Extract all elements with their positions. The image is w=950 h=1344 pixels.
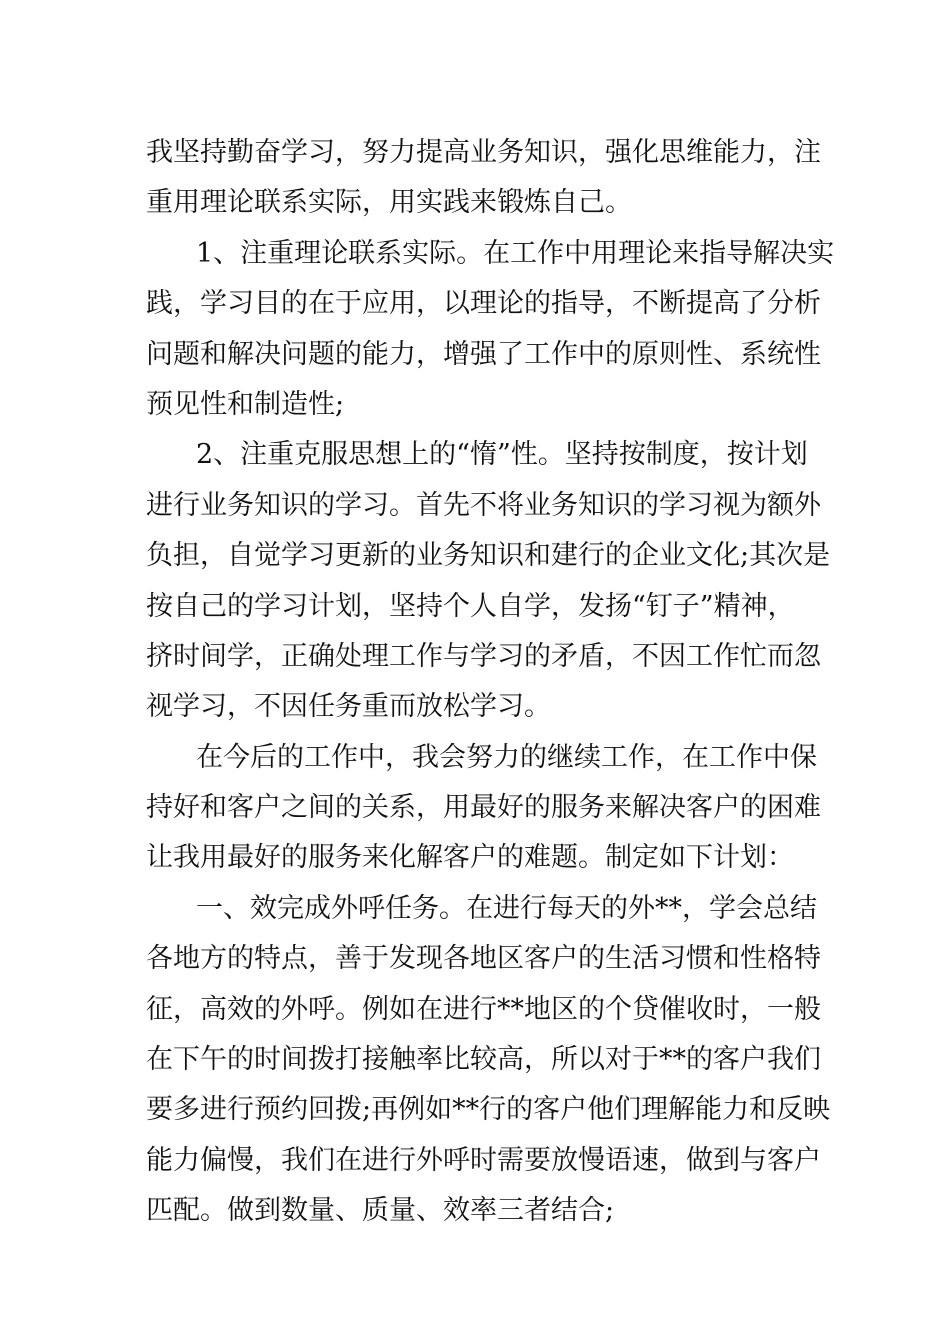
text-line: 1、注重理论联系实际。在工作中用理论来指导解决实 [196, 237, 835, 269]
text-line: 在下午的时间拨打接触率比较高，所以对于**的客户我们 [146, 1044, 821, 1076]
text-line: 匹配。做到数量、质量、效率三者结合; [146, 1195, 615, 1227]
text-line: 一、效完成外呼任务。在进行每天的外**，学会总结 [196, 892, 817, 924]
text-line: 问题和解决问题的能力，增强了工作中的原则性、系统性 [146, 338, 821, 370]
text-line: 2、注重克服思想上的“惰”性。坚持按制度，按计划 [196, 439, 808, 471]
text-line: 践，学习目的在于应用，以理论的指导，不断提高了分析 [146, 288, 821, 320]
text-line: 进行业务知识的学习。首先不将业务知识的学习视为额外 [146, 489, 821, 521]
text-line: 我坚持勤奋学习，努力提高业务知识，强化思维能力，注 [146, 137, 821, 168]
text-line: 在今后的工作中，我会努力的继续工作，在工作中保 [196, 741, 817, 773]
text-line: 按自己的学习计划，坚持个人自学，发扬“钉子”精神， [146, 590, 795, 622]
text-line: 挤时间学，正确处理工作与学习的矛盾，不因工作忙而忽 [146, 640, 821, 672]
text-line: 征，高效的外呼。例如在进行**地区的个贷催收时，一般 [146, 993, 821, 1025]
text-line: 负担，自觉学习更新的业务知识和建行的企业文化;其次是 [146, 540, 831, 572]
document-body [146, 128, 835, 1237]
text-line: 持好和客户之间的关系，用最好的服务来解决客户的困难 [146, 792, 821, 824]
text-line: 各地方的特点，善于发现各地区客户的生活习惯和性格特 [146, 943, 821, 975]
text-line: 让我用最好的服务来化解客户的难题。制定如下计划： [146, 842, 794, 874]
text-line: 能力偏慢，我们在进行外呼时需要放慢语速，做到与客户 [146, 1144, 821, 1176]
text-line: 视学习，不因任务重而放松学习。 [146, 691, 551, 723]
text-line: 要多进行预约回拨;再例如**行的客户他们理解能力和反映 [146, 1094, 831, 1126]
text-line: 重用理论联系实际，用实践来锻炼自己。 [146, 187, 632, 219]
text-line: 预见性和制造性; [146, 388, 345, 420]
